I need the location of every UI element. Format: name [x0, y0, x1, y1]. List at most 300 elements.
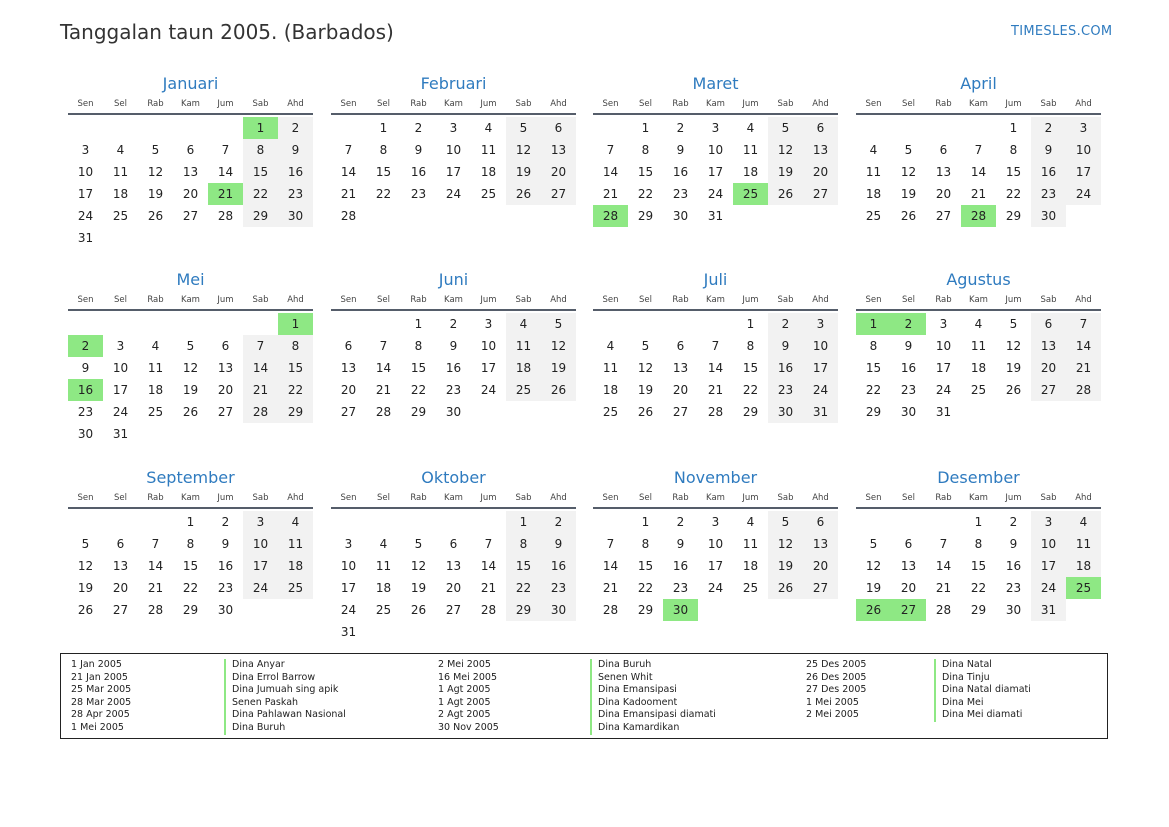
day-cell: 2	[449, 317, 458, 331]
weekday-header	[856, 95, 1101, 115]
weekday-label: Sen	[865, 295, 882, 305]
day-cell: 18	[480, 165, 497, 179]
weekday-label: Jum	[217, 295, 234, 305]
day-cell: 27	[182, 209, 199, 223]
day-cell: 21	[602, 187, 619, 201]
day-cell: 2	[541, 511, 576, 533]
day-cell: 22	[278, 379, 313, 401]
day-cell: 22	[410, 383, 427, 397]
day-cell: 14	[602, 559, 619, 573]
month-desember	[856, 467, 1101, 621]
day-cell: 31	[1031, 599, 1066, 621]
day-cell: 11	[480, 143, 497, 157]
weekday-header	[856, 489, 1101, 509]
empty-cell	[138, 117, 173, 139]
day-cell: 7	[344, 143, 353, 157]
day-cell: 25	[742, 581, 759, 595]
holiday-date: 26 Des 2005	[806, 671, 867, 683]
weekday-label: Sen	[865, 493, 882, 503]
day-cell: 5	[541, 313, 576, 335]
weekday-label: Jum	[217, 493, 234, 503]
day-cell: 3	[484, 317, 493, 331]
day-cell: 6	[541, 117, 576, 139]
day-cell: 8	[746, 339, 755, 353]
holiday-name: Dina Pahlawan Nasional	[232, 709, 346, 721]
weekday-label: Sab	[777, 295, 794, 305]
day-cell: 3	[711, 515, 720, 529]
holiday-names-col-1	[224, 659, 346, 735]
weekday-label: Sab	[252, 493, 269, 503]
day-cell: 20	[112, 581, 129, 595]
day-cell: 17	[112, 383, 129, 397]
day-cell: 30	[217, 603, 234, 617]
weekday-label: Ahd	[550, 99, 567, 109]
weekday-label: Kam	[444, 99, 463, 109]
weekday-label: Sab	[515, 99, 532, 109]
empty-cell	[891, 511, 926, 533]
day-cell: 15	[637, 165, 654, 179]
day-cell: 29	[1005, 209, 1022, 223]
day-cell: 5	[1009, 317, 1018, 331]
holiday-date: 25 Mar 2005	[71, 684, 132, 696]
day-cell: 22	[865, 383, 882, 397]
day-cell: 10	[340, 559, 357, 573]
day-cell: 19	[1005, 361, 1022, 375]
day-cell: 26	[77, 603, 94, 617]
day-cell: 23	[217, 581, 234, 595]
day-cell: 20	[217, 383, 234, 397]
holiday-names-col-2	[590, 659, 716, 735]
day-cell: 17	[707, 559, 724, 573]
weekday-label: Ahd	[1075, 493, 1092, 503]
day-cell: 1	[974, 515, 983, 529]
day-cell: 3	[939, 317, 948, 331]
day-cell: 5	[414, 537, 423, 551]
day-cell: 6	[116, 537, 125, 551]
weekday-label: Kam	[706, 493, 725, 503]
day-cell: 6	[344, 339, 353, 353]
day-cell: 14	[243, 357, 278, 379]
day-cell: 30	[77, 427, 94, 441]
day-cell: 22	[970, 581, 987, 595]
month-title: Juni	[438, 270, 469, 289]
day-cell: 8	[414, 339, 423, 353]
weekday-label: Sab	[1040, 99, 1057, 109]
day-cell: 24	[803, 379, 838, 401]
day-cell: 7	[606, 143, 615, 157]
day-cell: 18	[1066, 555, 1101, 577]
day-cell: 13	[112, 559, 129, 573]
day-cell: 4	[974, 317, 983, 331]
day-cell: 18	[970, 361, 987, 375]
day-cell: 28	[147, 603, 164, 617]
day-cell: 24	[445, 187, 462, 201]
day-cell: 20	[445, 581, 462, 595]
weekday-label: Jum	[480, 493, 497, 503]
day-grid	[331, 313, 576, 423]
day-cell: 5	[81, 537, 90, 551]
weekday-label: Sen	[340, 493, 357, 503]
weekday-label: Jum	[480, 295, 497, 305]
day-cell: 17	[340, 581, 357, 595]
weekday-label: Sen	[340, 295, 357, 305]
weekday-label: Rab	[147, 99, 164, 109]
day-grid	[856, 313, 1101, 423]
weekday-label: Jum	[1005, 295, 1022, 305]
weekday-label: Kam	[444, 295, 463, 305]
empty-cell	[68, 511, 103, 533]
weekday-header	[331, 291, 576, 311]
holiday-date: 28 Apr 2005	[71, 709, 130, 721]
weekday-label: Ahd	[550, 493, 567, 503]
day-cell: 6	[939, 143, 948, 157]
day-cell: 1	[414, 317, 423, 331]
day-cell: 23	[672, 581, 689, 595]
empty-cell	[208, 313, 243, 335]
day-cell: 14	[375, 361, 392, 375]
day-cell: 16	[541, 555, 576, 577]
holiday-day-cell: 28	[961, 205, 996, 227]
day-cell: 4	[1066, 511, 1101, 533]
weekday-label: Sab	[252, 99, 269, 109]
weekday-label: Sel	[639, 99, 652, 109]
day-cell: 26	[506, 183, 541, 205]
day-cell: 4	[746, 121, 755, 135]
day-cell: 27	[112, 603, 129, 617]
day-cell: 16	[672, 559, 689, 573]
empty-cell	[628, 313, 663, 335]
day-cell: 19	[77, 581, 94, 595]
day-cell: 5	[506, 117, 541, 139]
day-cell: 25	[278, 577, 313, 599]
weekday-label: Rab	[410, 493, 427, 503]
day-cell: 9	[414, 143, 423, 157]
holiday-day-cell: 1	[278, 313, 313, 335]
day-cell: 16	[1031, 161, 1066, 183]
day-cell: 24	[480, 383, 497, 397]
day-cell: 30	[768, 401, 803, 423]
holiday-name: Dina Jumuah sing apik	[232, 684, 339, 696]
day-cell: 11	[602, 361, 619, 375]
weekday-label: Ahd	[812, 99, 829, 109]
holiday-names-col-3	[934, 659, 1031, 722]
day-grid	[593, 117, 838, 227]
day-cell: 28	[217, 209, 234, 223]
day-cell: 23	[1005, 581, 1022, 595]
day-cell: 3	[803, 313, 838, 335]
day-cell: 23	[77, 405, 94, 419]
holiday-day-cell: 30	[663, 599, 698, 621]
empty-cell	[103, 511, 138, 533]
day-cell: 23	[1031, 183, 1066, 205]
day-cell: 11	[742, 537, 759, 551]
weekday-label: Sab	[777, 493, 794, 503]
day-cell: 9	[1031, 139, 1066, 161]
day-cell: 20	[1031, 357, 1066, 379]
weekday-label: Rab	[147, 493, 164, 503]
weekday-label: Sel	[377, 295, 390, 305]
holiday-dates-col-3	[806, 659, 866, 722]
day-cell: 27	[935, 209, 952, 223]
day-cell: 11	[1066, 533, 1101, 555]
day-cell: 21	[602, 581, 619, 595]
holiday-date: 1 Agt 2005	[438, 696, 491, 708]
day-cell: 7	[711, 339, 720, 353]
day-cell: 25	[480, 187, 497, 201]
day-cell: 17	[445, 165, 462, 179]
day-cell: 20	[900, 581, 917, 595]
day-cell: 2	[768, 313, 803, 335]
holiday-day-cell: 2	[891, 313, 926, 335]
day-cell: 16	[900, 361, 917, 375]
day-cell: 7	[151, 537, 160, 551]
weekday-label: Sab	[252, 295, 269, 305]
empty-cell	[891, 117, 926, 139]
day-cell: 19	[506, 161, 541, 183]
day-cell: 13	[900, 559, 917, 573]
holiday-date: 2 Mei 2005	[806, 709, 859, 721]
day-cell: 11	[970, 339, 987, 353]
day-cell: 27	[1031, 379, 1066, 401]
weekday-label: Jum	[742, 99, 759, 109]
day-cell: 1	[379, 121, 388, 135]
day-cell: 4	[116, 143, 125, 157]
day-cell: 25	[112, 209, 129, 223]
weekday-label: Kam	[181, 99, 200, 109]
day-cell: 17	[1031, 555, 1066, 577]
day-cell: 8	[186, 537, 195, 551]
day-cell: 7	[221, 143, 230, 157]
holiday-date: 1 Mei 2005	[71, 721, 124, 733]
day-grid	[593, 313, 838, 423]
empty-cell	[138, 511, 173, 533]
day-cell: 28	[340, 209, 357, 223]
day-cell: 26	[637, 405, 654, 419]
weekday-label: Sab	[515, 493, 532, 503]
day-cell: 27	[445, 603, 462, 617]
empty-cell	[436, 511, 471, 533]
day-cell: 30	[278, 205, 313, 227]
day-cell: 8	[506, 533, 541, 555]
holiday-date: 25 Des 2005	[806, 659, 867, 670]
day-cell: 29	[970, 603, 987, 617]
weekday-header	[68, 489, 313, 509]
day-cell: 8	[974, 537, 983, 551]
day-cell: 12	[182, 361, 199, 375]
day-cell: 12	[506, 139, 541, 161]
day-cell: 3	[449, 121, 458, 135]
empty-cell	[856, 511, 891, 533]
day-cell: 12	[541, 335, 576, 357]
day-cell: 4	[506, 313, 541, 335]
day-cell: 26	[541, 379, 576, 401]
day-cell: 31	[935, 405, 952, 419]
weekday-label: Kam	[969, 295, 988, 305]
weekday-header	[593, 291, 838, 311]
day-cell: 8	[243, 139, 278, 161]
day-cell: 28	[1066, 379, 1101, 401]
weekday-label: Kam	[444, 493, 463, 503]
day-cell: 9	[676, 537, 685, 551]
day-cell: 16	[410, 165, 427, 179]
day-cell: 31	[340, 625, 357, 639]
day-cell: 12	[865, 559, 882, 573]
day-cell: 2	[1009, 515, 1018, 529]
day-cell: 10	[77, 165, 94, 179]
day-cell: 26	[1005, 383, 1022, 397]
day-cell: 9	[541, 533, 576, 555]
day-cell: 24	[935, 383, 952, 397]
holiday-name: Dina Mei diamati	[942, 709, 1023, 721]
weekday-label: Kam	[181, 295, 200, 305]
day-cell: 7	[379, 339, 388, 353]
weekday-header	[593, 95, 838, 115]
empty-cell	[173, 313, 208, 335]
day-cell: 16	[1005, 559, 1022, 573]
weekday-label: Rab	[935, 99, 952, 109]
day-cell: 13	[445, 559, 462, 573]
day-cell: 24	[707, 581, 724, 595]
holiday-name: Dina Tinju	[942, 671, 990, 683]
day-cell: 18	[742, 559, 759, 573]
day-cell: 11	[147, 361, 164, 375]
day-cell: 10	[707, 537, 724, 551]
day-cell: 11	[375, 559, 392, 573]
day-cell: 9	[676, 143, 685, 157]
day-cell: 28	[243, 401, 278, 423]
month-title: Agustus	[946, 270, 1011, 289]
day-cell: 29	[865, 405, 882, 419]
day-cell: 15	[865, 361, 882, 375]
day-grid	[331, 511, 576, 643]
brand-link[interactable]: TIMESLES.COM	[1011, 24, 1113, 39]
day-cell: 30	[1005, 603, 1022, 617]
holiday-date: 1 Mei 2005	[806, 696, 859, 708]
day-cell: 21	[147, 581, 164, 595]
day-cell: 15	[278, 357, 313, 379]
day-cell: 17	[77, 187, 94, 201]
day-cell: 28	[935, 603, 952, 617]
day-cell: 15	[637, 559, 654, 573]
weekday-label: Sel	[902, 493, 915, 503]
day-cell: 12	[1005, 339, 1022, 353]
day-cell: 20	[935, 187, 952, 201]
day-cell: 23	[672, 187, 689, 201]
page-title: Tanggalan taun 2005. (Barbados)	[60, 20, 394, 44]
weekday-header	[331, 489, 576, 509]
empty-cell	[243, 313, 278, 335]
day-cell: 28	[707, 405, 724, 419]
weekday-label: Ahd	[287, 295, 304, 305]
weekday-label: Jum	[742, 295, 759, 305]
month-title: Oktober	[421, 468, 486, 487]
holiday-name: Dina Anyar	[232, 659, 285, 670]
day-cell: 19	[865, 581, 882, 595]
day-cell: 27	[217, 405, 234, 419]
day-cell: 1	[641, 121, 650, 135]
weekday-label: Sel	[114, 295, 127, 305]
day-cell: 19	[768, 555, 803, 577]
day-cell: 22	[243, 183, 278, 205]
day-cell: 1	[186, 515, 195, 529]
day-cell: 23	[278, 183, 313, 205]
day-cell: 22	[742, 383, 759, 397]
weekday-label: Kam	[969, 99, 988, 109]
empty-cell	[926, 117, 961, 139]
day-cell: 22	[637, 581, 654, 595]
day-grid	[593, 511, 838, 621]
day-cell: 28	[602, 603, 619, 617]
day-cell: 22	[375, 187, 392, 201]
day-cell: 14	[147, 559, 164, 573]
month-title: September	[146, 468, 235, 487]
day-cell: 13	[340, 361, 357, 375]
holiday-date: 30 Nov 2005	[438, 721, 499, 733]
holiday-name: Dina Mei	[942, 696, 984, 708]
weekday-label: Sen	[340, 99, 357, 109]
weekday-label: Sen	[602, 99, 619, 109]
day-cell: 17	[707, 165, 724, 179]
day-cell: 14	[707, 361, 724, 375]
day-cell: 1	[506, 511, 541, 533]
empty-cell	[173, 117, 208, 139]
day-grid	[856, 511, 1101, 621]
holiday-dates-col-1	[71, 659, 131, 735]
day-cell: 11	[506, 335, 541, 357]
day-cell: 3	[116, 339, 125, 353]
day-cell: 9	[904, 339, 913, 353]
day-cell: 29	[637, 209, 654, 223]
day-cell: 13	[217, 361, 234, 375]
day-cell: 3	[711, 121, 720, 135]
holiday-day-cell: 2	[68, 335, 103, 357]
day-cell: 27	[803, 183, 838, 205]
day-cell: 28	[480, 603, 497, 617]
day-cell: 23	[768, 379, 803, 401]
weekday-label: Jum	[217, 99, 234, 109]
day-cell: 9	[278, 139, 313, 161]
day-cell: 4	[746, 515, 755, 529]
empty-cell	[471, 511, 506, 533]
holiday-day-cell: 28	[593, 205, 628, 227]
weekday-label: Sab	[515, 295, 532, 305]
day-cell: 6	[803, 117, 838, 139]
day-cell: 13	[803, 139, 838, 161]
day-cell: 30	[541, 599, 576, 621]
day-cell: 29	[278, 401, 313, 423]
day-cell: 20	[340, 383, 357, 397]
empty-cell	[961, 117, 996, 139]
day-cell: 21	[480, 581, 497, 595]
day-cell: 6	[803, 511, 838, 533]
day-cell: 2	[414, 121, 423, 135]
holiday-date: 28 Mar 2005	[71, 696, 132, 708]
day-cell: 19	[541, 357, 576, 379]
day-cell: 29	[506, 599, 541, 621]
day-cell: 7	[1066, 313, 1101, 335]
day-cell: 18	[375, 581, 392, 595]
day-cell: 23	[900, 383, 917, 397]
weekday-header	[68, 291, 313, 311]
day-cell: 3	[344, 537, 353, 551]
day-cell: 14	[602, 165, 619, 179]
day-cell: 16	[278, 161, 313, 183]
weekday-label: Sen	[77, 295, 94, 305]
day-cell: 24	[243, 577, 278, 599]
day-cell: 19	[768, 161, 803, 183]
empty-cell	[366, 313, 401, 335]
weekday-label: Sen	[77, 99, 94, 109]
